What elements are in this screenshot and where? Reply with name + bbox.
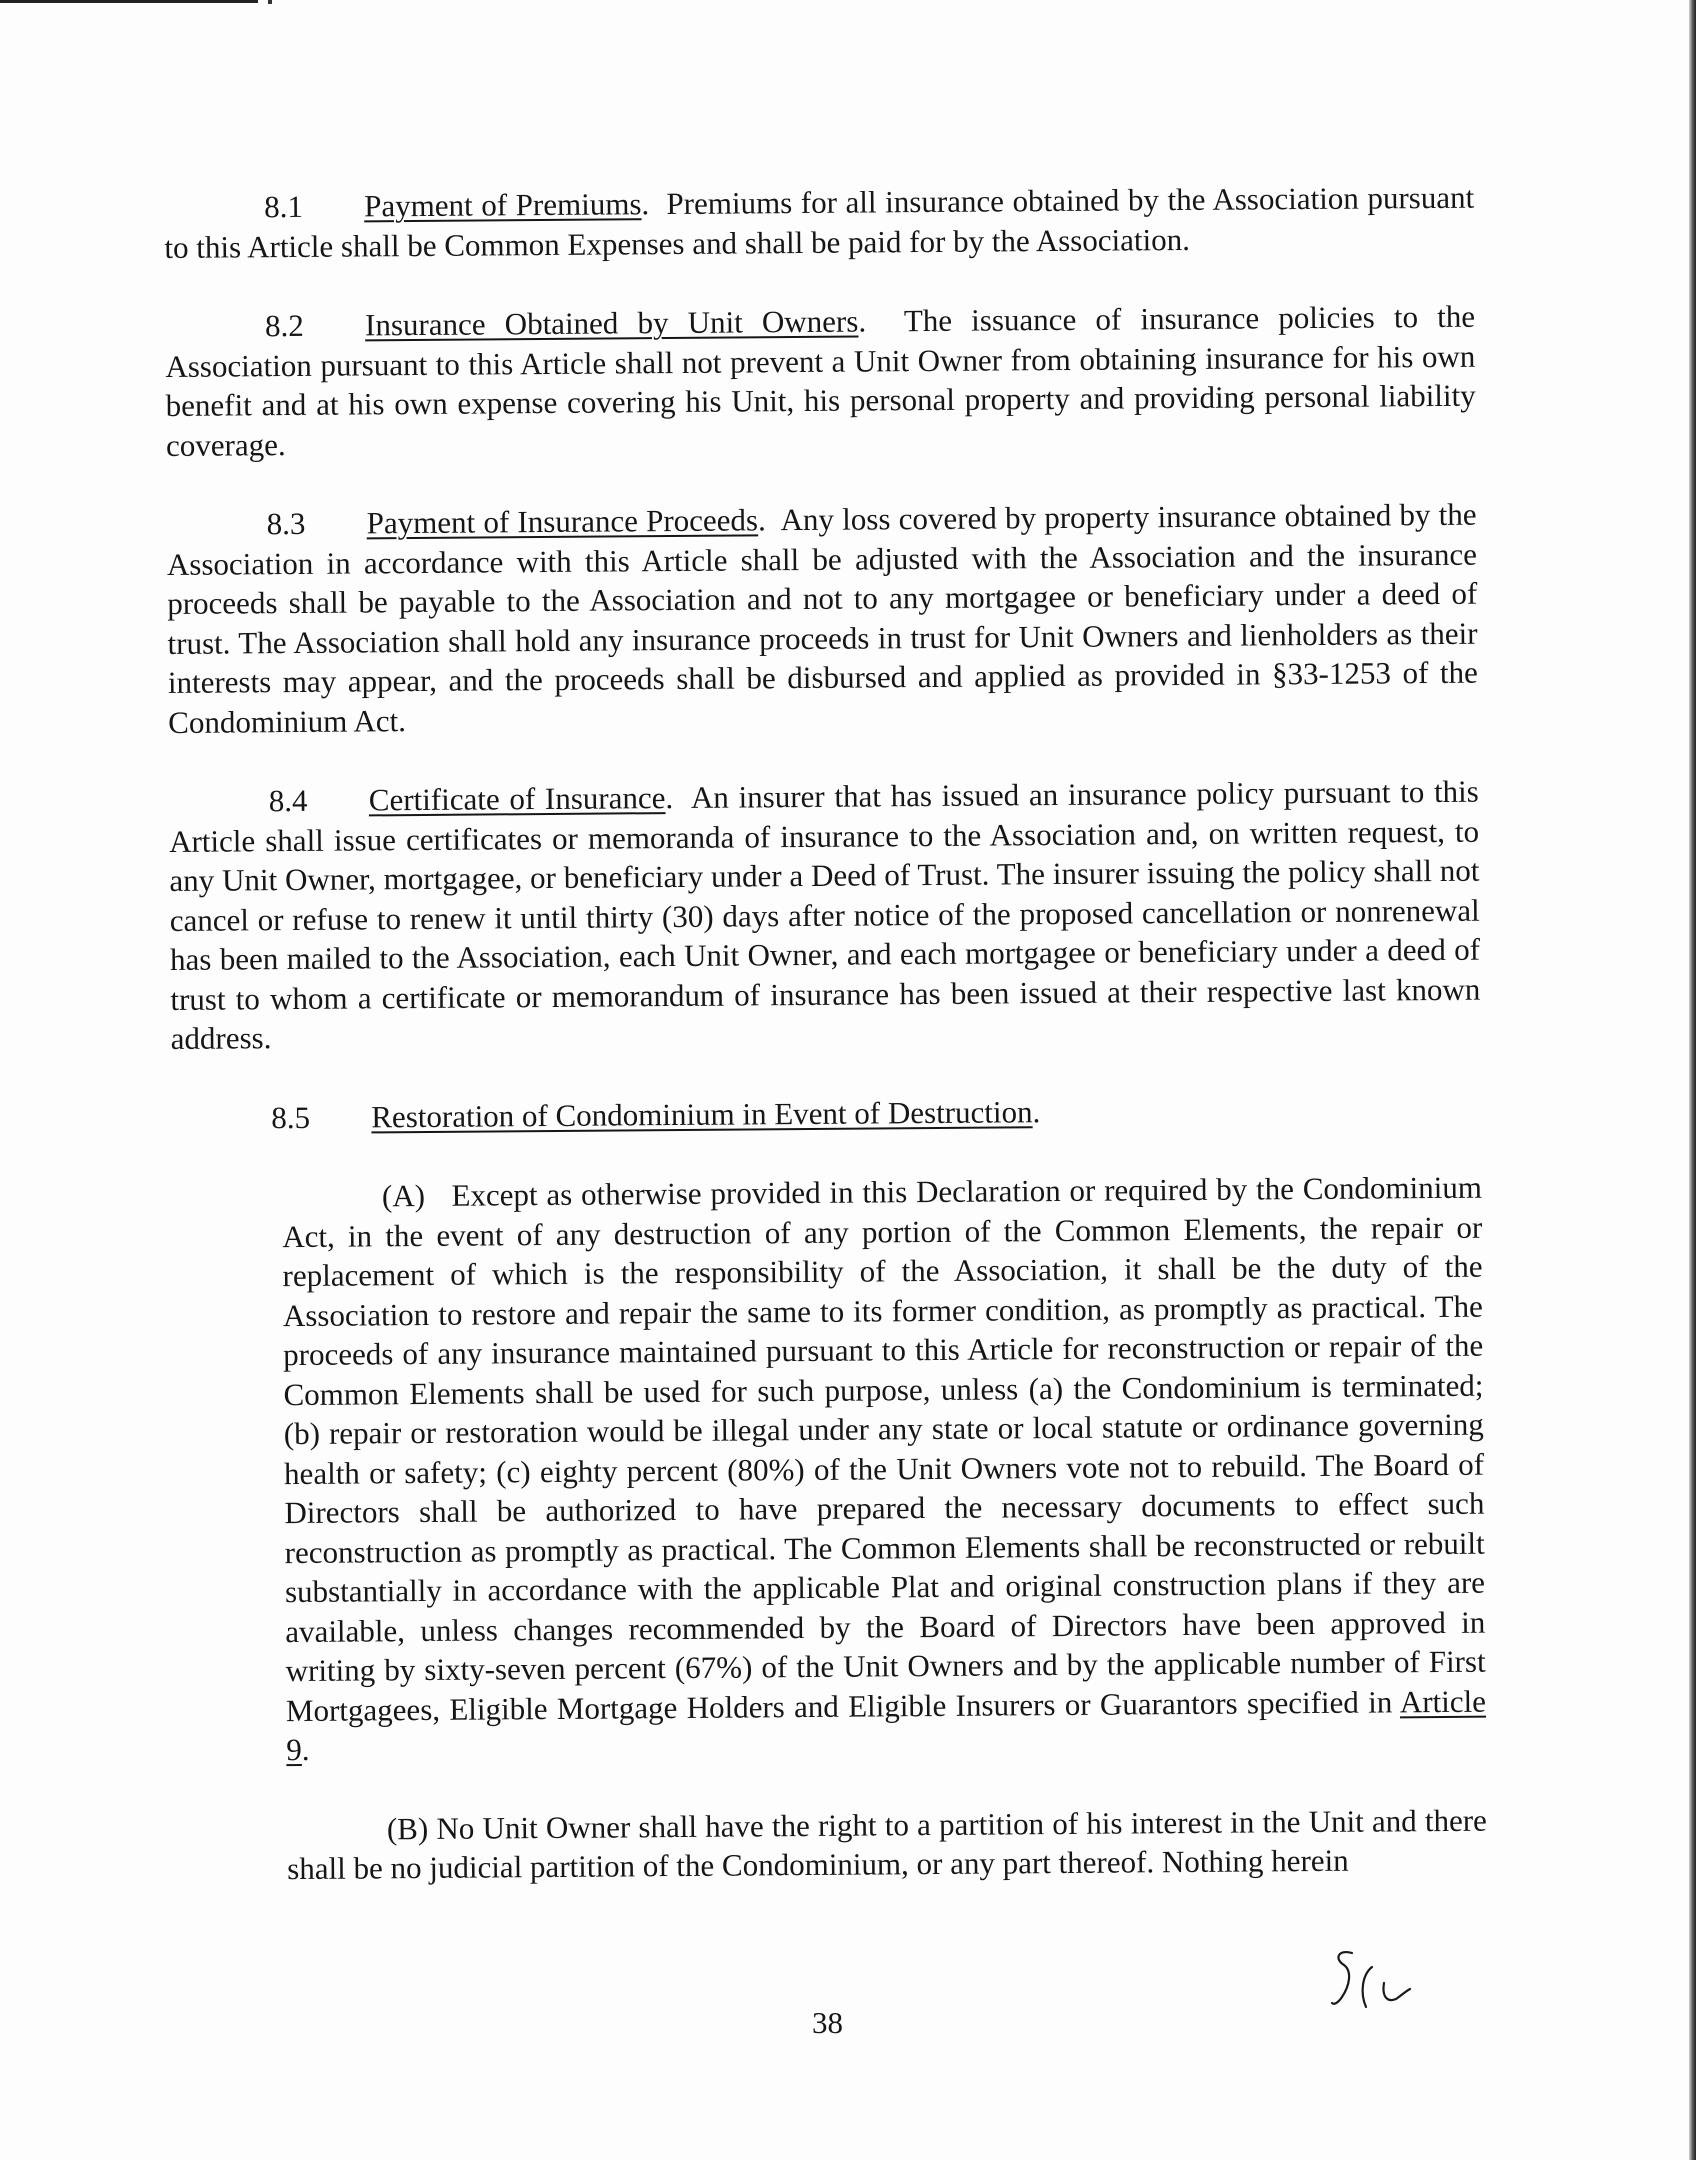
subsection-label: (B) xyxy=(386,1810,429,1846)
subsection-text: Except as otherwise provided in this Declaration or required by the Condominium Act, in the event of any destruction of any portion of the Common Elements, the repair or replacement of which is the responsibility of the Association, it shall be the duty of the Association to restore and repair the same to its former condition, as promptly as practical. The proceeds of any insurance maintained pursuant to this Article for reconstruction or repair of the Common Elements shall be used for such purpose, unless (a) the Condominium is terminated; (b) repair or restoration would be illegal under any state or local statute or ordinance governing health or safety; (c) eighty percent (80%) of the Unit Owners vote not to rebuild. The Board of Directors shall be authorized to have prepared the necessary documents to effect such reconstruction as promptly as practical. The Common Elements shall be reconstructed or rebuilt substantially in accordance with the applicable Plat and original construction plans if they are available, unless changes recommended by the Board of Directors have been approved in writing by sixty-seven percent (67%) of the Unit Owners and by the applicable number of First Mortgagees, Eligible Mortgage Holders and Eligible Insurers or Guarantors specified in xyxy=(282,1169,1486,1728)
section-8-4: 8.4 Certificate of Insurance. An insurer that has issued an insurance policy pursuant to this Article shall issue certificates or memoranda of insurance to the Association and, on written request, to any Unit Owner, mortgagee, or beneficiary under a Deed of Trust. The insurer issuing the policy shall not cancel or refuse to renew it until thirty (30) days after notice of the proposed cancellation or nonrenewal has been mailed to the Association, each Unit Owner, and each mortgagee or beneficiary under a deed of trust to whom a certificate or memorandum of insurance has been issued at their respective last known address. xyxy=(168,773,1481,1056)
scan-artifact-right-edge xyxy=(1689,0,1696,2160)
section-text: Premiums for all insurance obtained by the Association pursuant to this Article shall be Common Expenses and shall be paid for by the Association. xyxy=(164,179,1475,265)
section-number: 8.3 xyxy=(266,505,306,542)
subsection-label: (A) xyxy=(381,1177,426,1214)
section-text: An insurer that has issued an insurance policy pursuant to this Article shall issue certificates or memoranda of insurance to the Association and, on written request, to any Unit Owner, mortgagee, or beneficiary under a Deed of Trust. The insurer issuing the policy shall not cancel or refuse to renew it until thirty (30) days after notice of the proposed cancellation or nonrenewal has been mailed to the Association, each Unit Owner, and each mortgagee or beneficiary under a deed of trust to whom a certificate or memorandum of insurance has been issued at their respective last known address. xyxy=(168,773,1481,1056)
section-8-3: 8.3 Payment of Insurance Proceeds. Any loss covered by property insurance obtained by the Association in accordance with this Article shall be adjusted with the Association and the insurance proceeds shall be payable to the Association and not to any mortgagee or beneficiary under a deed of trust. The Association shall hold any insurance proceeds in trust for Unit Owners and lienholders as their interests may appear, and the proceeds shall be disbursed and applied as provided in §33-1253 of the Condominium Act. xyxy=(166,496,1478,740)
section-heading: Payment of Premiums xyxy=(364,186,642,224)
section-number: 8.4 xyxy=(268,782,308,819)
section-heading: Restoration of Condominium in Event of Destruction xyxy=(371,1093,1033,1134)
section-heading: Insurance Obtained by Unit Owners xyxy=(364,303,859,343)
page-number: 38 xyxy=(812,2005,843,2040)
scan-artifact-top-dot xyxy=(268,0,272,4)
section-text: The issuance of insurance policies to the Association pursuant to this Article shall not prevent a Unit Owner from obtaining insurance for his own benefit and at his own expense covering his Unit, his personal property and providing personal liability coverage. xyxy=(165,298,1476,463)
section-heading: Certificate of Insurance xyxy=(368,780,666,818)
section-number: 8.2 xyxy=(264,307,304,344)
section-8-2: 8.2 Insurance Obtained by Unit Owners. The issuance of insurance policies to the Association pursuant to this Article shall not prevent a Unit Owner from obtaining insurance for his own benefit and at his own expense covering his Unit, his personal property and providing personal liability coverage. xyxy=(165,298,1476,463)
body-text xyxy=(164,178,1488,1930)
section-number: 8.5 xyxy=(271,1099,311,1135)
subsection-text: No Unit Owner shall have the right to a partition of his interest in the Unit and there shall be no judicial partition of the Condominium, or any part thereof. Nothing herein xyxy=(287,1802,1487,1887)
handwritten-initials xyxy=(1330,1945,1420,2025)
scan-artifact-top-line xyxy=(0,0,258,3)
article-reference: Article 9 xyxy=(286,1683,1487,1768)
section-8-1: 8.1 Payment of Premiums. Premiums for all insurance obtained by the Association pursuant to this Article shall be Common Expenses and shall be paid for by the Association. xyxy=(164,179,1475,265)
section-heading: Payment of Insurance Proceeds xyxy=(366,502,759,541)
section-text: Any loss covered by property insurance obtained by the Association in accordance with this Article shall be adjusted with the Association and the insurance proceeds shall be payable to the Association and not to any mortgagee or beneficiary under a deed of trust. The Association shall hold any insurance proceeds in trust for Unit Owners and lienholders as their interests may appear, and the proceeds shall be disbursed and applied as provided in §33-1253 of the Condominium Act. xyxy=(166,496,1478,740)
section-number: 8.1 xyxy=(264,188,304,225)
subsection-a: (A) Except as otherwise provided in this Declaration or required by the Condominium Act, in the event of any destruction of any portion of the Common Elements, the repair or replacement of which is the responsibility of the Association, it shall be the duty of the Association to restore and repair the same to its former condition, as promptly as practical. The proceeds of any insurance maintained pursuant to this Article for reconstruction or repair of the Common Elements shall be used for such purpose, unless (a) the Condominium is terminated; (b) repair or restoration would be illegal under any state or local statute or ordinance governing health or safety; (c) eighty percent (80%) of the Unit Owners vote not to rebuild. The Board of Directors shall be authorized to have prepared the necessary documents to effect such reconstruction as promptly as practical. The Common Elements shall be reconstructed or rebuilt substantially in accordance with the applicable Plat and original construction plans if they are available, unless changes recommended by the Board of Directors have been approved in writing by sixty-seven percent (67%) of the Unit Owners and by the applicable number of First Mortgagees, Eligible Mortgage Holders and Eligible Insurers or Guarantors specified in Article 9. xyxy=(282,1169,1487,1768)
subsection-b xyxy=(287,1800,1488,1888)
section-8-5: 8.5 Restoration of Condominium in Event of Destruction. xyxy=(171,1088,1481,1138)
